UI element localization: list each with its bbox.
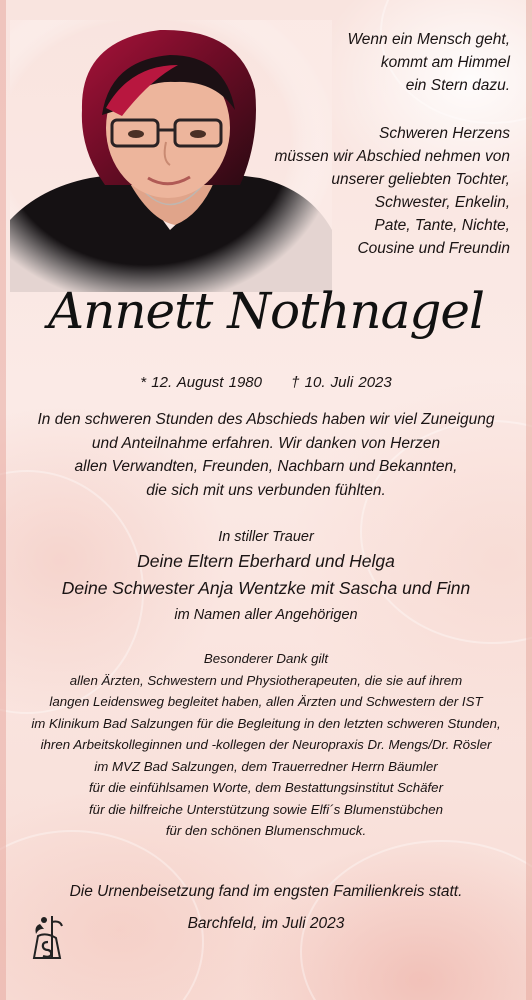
mourners-section <box>0 526 532 628</box>
special-thanks-line: langen Leidensweg begleitet haben, allen Ärzten und Schwestern der IST <box>49 694 483 709</box>
place-date: Barchfeld, im Juli 2023 <box>187 915 345 932</box>
intro-line: Schwester, Enkelin, <box>374 194 510 211</box>
mourners-sister: Deine Schwester Anja Wentzke mit Sascha und Finn <box>61 578 471 598</box>
intro-text <box>275 122 511 260</box>
thanks-line: allen Verwandten, Freunden, Nachbarn und Bekannten, <box>74 458 458 475</box>
verse-line: ein Stern dazu. <box>405 77 510 94</box>
intro-line: Cousine und Freundin <box>357 240 510 257</box>
closing-section <box>0 876 532 940</box>
mourners-family: im Namen aller Angehörigen <box>174 607 358 623</box>
intro-line: müssen wir Abschied nehmen von <box>274 148 510 165</box>
mourners-heading: In stiller Trauer <box>218 529 314 545</box>
intro-line: Schweren Herzens <box>379 125 510 142</box>
special-thanks-line: Besonderer Dank gilt <box>203 651 329 666</box>
intro-line: Pate, Tante, Nichte, <box>374 217 510 234</box>
special-thanks-line: für die einfühlsamen Worte, dem Bestattungsinstitut Schäfer <box>88 780 444 795</box>
special-thanks-line: allen Ärzten, Schwestern und Physiotherapeuten, die sie auf ihrem <box>69 672 463 688</box>
special-thanks-line: im MVZ Bad Salzungen, dem Trauerredner Herrn Bäumler <box>94 758 438 774</box>
thanks-line: und Anteilnahme erfahren. Wir danken von Herzen <box>91 434 441 452</box>
special-thanks-line: für den schönen Blumenschmuck. <box>165 823 367 838</box>
special-thanks-paragraph <box>0 648 532 842</box>
special-thanks-line: im Klinikum Bad Salzungen für die Begleitung in den letzten schweren Stunden, <box>31 715 501 731</box>
thanks-line: die sich mit uns verbunden fühlten. <box>146 481 386 499</box>
verse-line: kommt am Himmel <box>380 54 510 71</box>
special-thanks-line: ihren Arbeitskolleginnen und -kollegen der Neuropraxis Dr. Mengs/Dr. Rösler <box>40 737 492 752</box>
birth-date: * 12. August 1980 <box>140 374 262 391</box>
life-dates <box>0 374 532 391</box>
funeral-home-logo-icon <box>30 912 68 962</box>
deceased-name: Annett Nothnagel <box>48 282 484 340</box>
thanks-line: In den schweren Stunden des Abschieds haben wir viel Zuneigung <box>37 411 495 428</box>
special-thanks-line: für die hilfreiche Unterstützung sowie Elfi´s Blumenstübchen <box>88 801 444 817</box>
verse-text <box>347 28 510 97</box>
burial-note: Die Urnenbeisetzung fand im engsten Familienkreis statt. <box>69 883 463 900</box>
verse-line: Wenn ein Mensch geht, <box>347 31 510 48</box>
death-date: † 10. Juli 2023 <box>291 374 392 391</box>
mourners-parents: Deine Eltern Eberhard und Helga <box>137 551 395 571</box>
thanks-paragraph <box>0 408 532 502</box>
intro-line: unserer geliebten Tochter, <box>331 171 510 188</box>
